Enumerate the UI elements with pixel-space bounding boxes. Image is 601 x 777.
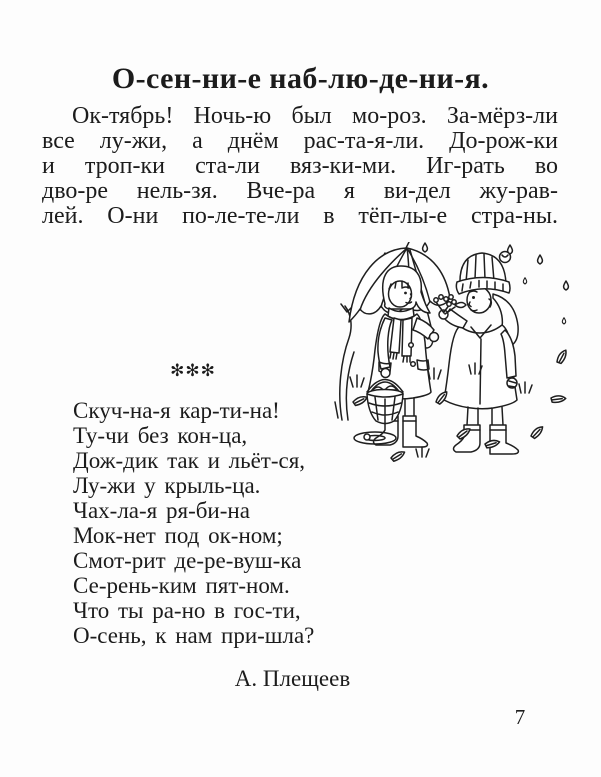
poem-attribution: А. Плещеев <box>234 666 351 691</box>
poem-line: О-сень, к нам при-шла? <box>73 623 315 648</box>
poem-line: Мок-нет под ок-ном; <box>73 523 283 548</box>
page-title: О-сен-ни-е наб-лю-де-ни-я. <box>111 62 490 95</box>
poem-line: Се-рень-ким пят-ном. <box>73 573 290 598</box>
boy-figure <box>439 252 518 455</box>
poem-line: Что ты ра-но в гос-ти, <box>73 598 301 623</box>
page-number: 7 <box>514 705 526 729</box>
poem-line: Ту-чи без кон-ца, <box>73 423 248 448</box>
poem-line: Лу-жи у крыль-ца. <box>73 473 261 498</box>
paragraph-line: дво-ре нель-зя. Вче-ра я ви-дел жу-рав- <box>42 178 558 204</box>
grass-sapling <box>335 304 354 420</box>
autumn-children-illustration <box>333 242 573 462</box>
paragraph-line: все лу-жи, а днём рас-та-я-ли. До-рож-ки <box>42 128 558 154</box>
poem <box>73 398 314 648</box>
paragraph-line: Ок-тябрь! Ночь-ю был мо-роз. За-мёрз-ли <box>72 103 558 129</box>
poem-line: Скуч-на-я кар-ти-на! <box>73 398 280 423</box>
paragraph-line: и троп-ки ста-ли вяз-ки-ми. Иг-рать во <box>42 153 558 179</box>
poem-line: Чах-ла-я ря-би-на <box>73 498 250 523</box>
paragraph-line: лей. О-ни по-ле-те-ли в тёп-лы-е стра-ны. <box>42 203 558 229</box>
section-divider-asterisks: ✻✻✻ <box>170 361 216 381</box>
rowan-sprig <box>434 295 466 314</box>
poem-line: Дож-дик так и льёт-ся, <box>73 448 306 473</box>
poem-line: Смот-рит де-ре-вуш-ка <box>73 548 302 573</box>
reading-text <box>42 104 558 229</box>
